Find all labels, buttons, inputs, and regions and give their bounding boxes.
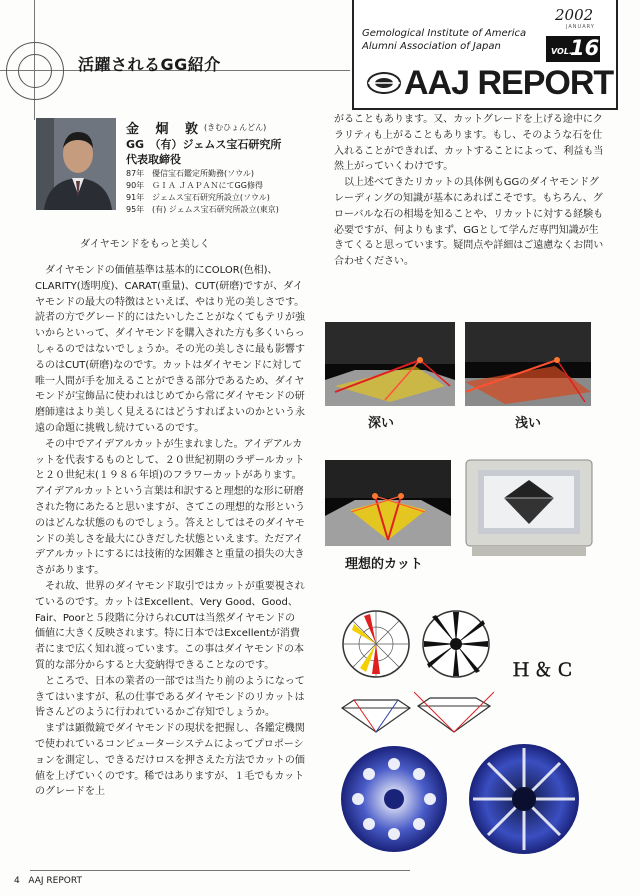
history-text: ジェムス宝石研究所設立(ソウル) xyxy=(152,193,270,202)
history-row xyxy=(126,168,254,180)
article-right-column xyxy=(334,112,604,270)
history-text: 優信宝石鑑定所勤務(ソウル) xyxy=(152,169,255,178)
footer-label: AAJ REPORT xyxy=(28,876,82,886)
footer xyxy=(14,876,82,886)
figure-deep-cut xyxy=(325,322,455,406)
profile-company: GG （有）ジェムス宝石研究所 xyxy=(126,138,282,151)
history-text: (有) ジェムス宝石研究所設立(東京) xyxy=(152,205,279,214)
gia-line-2: Alumni Association of Japan xyxy=(362,41,501,52)
hearts-photo-icon xyxy=(336,744,452,854)
history-year: 90年 xyxy=(126,181,145,190)
header-ring-inner xyxy=(18,54,52,88)
caption-hc: Ｈ＆Ｃ xyxy=(512,660,578,681)
history-year: 95年 xyxy=(126,205,145,214)
caption-ideal: 理想的カット xyxy=(345,557,423,572)
issue-year: 2002 xyxy=(555,6,594,24)
page-number: 4 xyxy=(14,876,20,886)
caption-deep: 深い xyxy=(368,416,395,431)
history-row xyxy=(126,204,279,216)
profile-kana: (きむひょんどん) xyxy=(204,123,267,132)
history-row xyxy=(126,192,270,204)
footer-rule xyxy=(30,870,410,871)
paragraph: がることもあります。又、カットグレードを上げる途中にクラリティも上がることもあります。もし、そのような石を仕入れることができれば、カットすることによって、利益も当然上がっていくわけです。 xyxy=(334,114,604,173)
paragraph: その中でアイデアルカットが生まれました。アイデアルカットを代表するものとして、２０世紀初期のラザールカットと２０世紀末(１９８６年頃)のフラワーカットがあります。アイデアルカットという言葉は和訳すると理想的な形に研磨された物にあたると思いますが、さてこの理想的な形というのはどんな状態のものでしょう。答えとしてはそのダイヤモンドの美しさを最大にひきだした状態といえます。ただアイデアルカットにするには技術的な困難さと重量の損失の大きさがあります。 xyxy=(35,438,305,577)
gia-line-1: Gemological Institute of America xyxy=(362,28,527,39)
profile-role: 代表取締役 xyxy=(126,153,181,166)
paragraph: ところで、日本の業者の一部では当たり前のようになってきてはいますが、私の仕事であるダイヤモンドのリカットは皆さんどのように行われているかご存知でしょうか。 xyxy=(35,675,305,719)
hearts-diagram-icon xyxy=(420,608,492,680)
article-subhead: ダイヤモンドをもっと美しく xyxy=(80,239,210,250)
volume-label: VOL. xyxy=(551,47,572,56)
measuring-monitor-icon xyxy=(464,458,594,558)
figure-shallow-cut xyxy=(465,322,591,406)
gia-logo-icon xyxy=(366,70,402,96)
portrait-photo xyxy=(36,118,116,210)
paragraph: 以上述べてきたリカットの具体例もGGのダイヤモンドグレーディングの知識が基本にあればこそです。もちろん、グローバルな石の相場を知ることや、リカットに対する経験も必要ですが、何よりもまず、GGとして学んだ専門知識が生きてくると思っています。疑問点や詳細はご遠慮なくお問い合わせください。 xyxy=(334,177,604,268)
caption-shallow: 浅い xyxy=(515,416,542,431)
pavilion-profile-diagram-icon xyxy=(414,688,494,734)
arrows-photo-icon xyxy=(462,742,586,856)
paragraph: それ故、世界のダイヤモンド取引ではカットが重要視されているのです。カットはExcellent、Very Good、Good、Fair、Poorと５段階に分けられCUTは当然ダイヤモンドの価値に大きく反映されます。特に日本ではExcellentが消費者にまで広く知れ渡っています。この事はダイヤモンドの本質的な部分からすると大変納得できることなのです。 xyxy=(35,580,305,671)
page-title: 活躍されるGG紹介 xyxy=(78,55,221,74)
history-year: 91年 xyxy=(126,193,145,202)
history-row xyxy=(126,180,263,192)
article-left-column xyxy=(35,263,305,800)
figure-ideal-cut xyxy=(325,460,451,546)
report-title: AAJ REPORT xyxy=(404,64,614,102)
issue-month: JANUARY xyxy=(566,24,595,30)
history-text: ＧＩＡ ＪＡＰＡＮにてGG修得 xyxy=(152,181,263,190)
crown-profile-diagram-icon xyxy=(340,690,412,734)
paragraph: まずは顕微鏡でダイヤモンドの現状を把握し、各鑑定機関で使われているコンピューターシステムによってプロポーションを測定し、できるだけロスを押さえた方法でカットの価値を上げていくのです。稀ではありますが、１毛でもカットのグレードを上 xyxy=(35,723,305,798)
paragraph: ダイヤモンドの価値基準は基本的にCOLOR(色相)、CLARITY(透明度)、CARAT(重量)、CUT(研磨)ですが、ダイヤモンドの最大の特徴はといえば、やはり光の美しさです。読者の方でグレード的にはたいしたことがなくてもテリが強いからといって、ダイヤモンドを購入された方も多くいらっしゃるのではないでしょうか。その光の美しさに最も影響するのはCUT(研磨)なのです。カットはダイヤモンドに対して唯一人間が手を加えることができる部分であるため、ダイヤモンドが宝飾品に使われはじめてから常にダイヤモンドの研磨師達はより美しく見えるにはどうすればよいのかという永遠の命題に挑戦し続けているのです。 xyxy=(35,265,305,434)
profile-name: 金 炯 敦 xyxy=(126,122,205,137)
history-year: 87年 xyxy=(126,169,145,178)
arrows-diagram-icon xyxy=(340,608,412,680)
volume-number: 16 xyxy=(570,36,600,60)
